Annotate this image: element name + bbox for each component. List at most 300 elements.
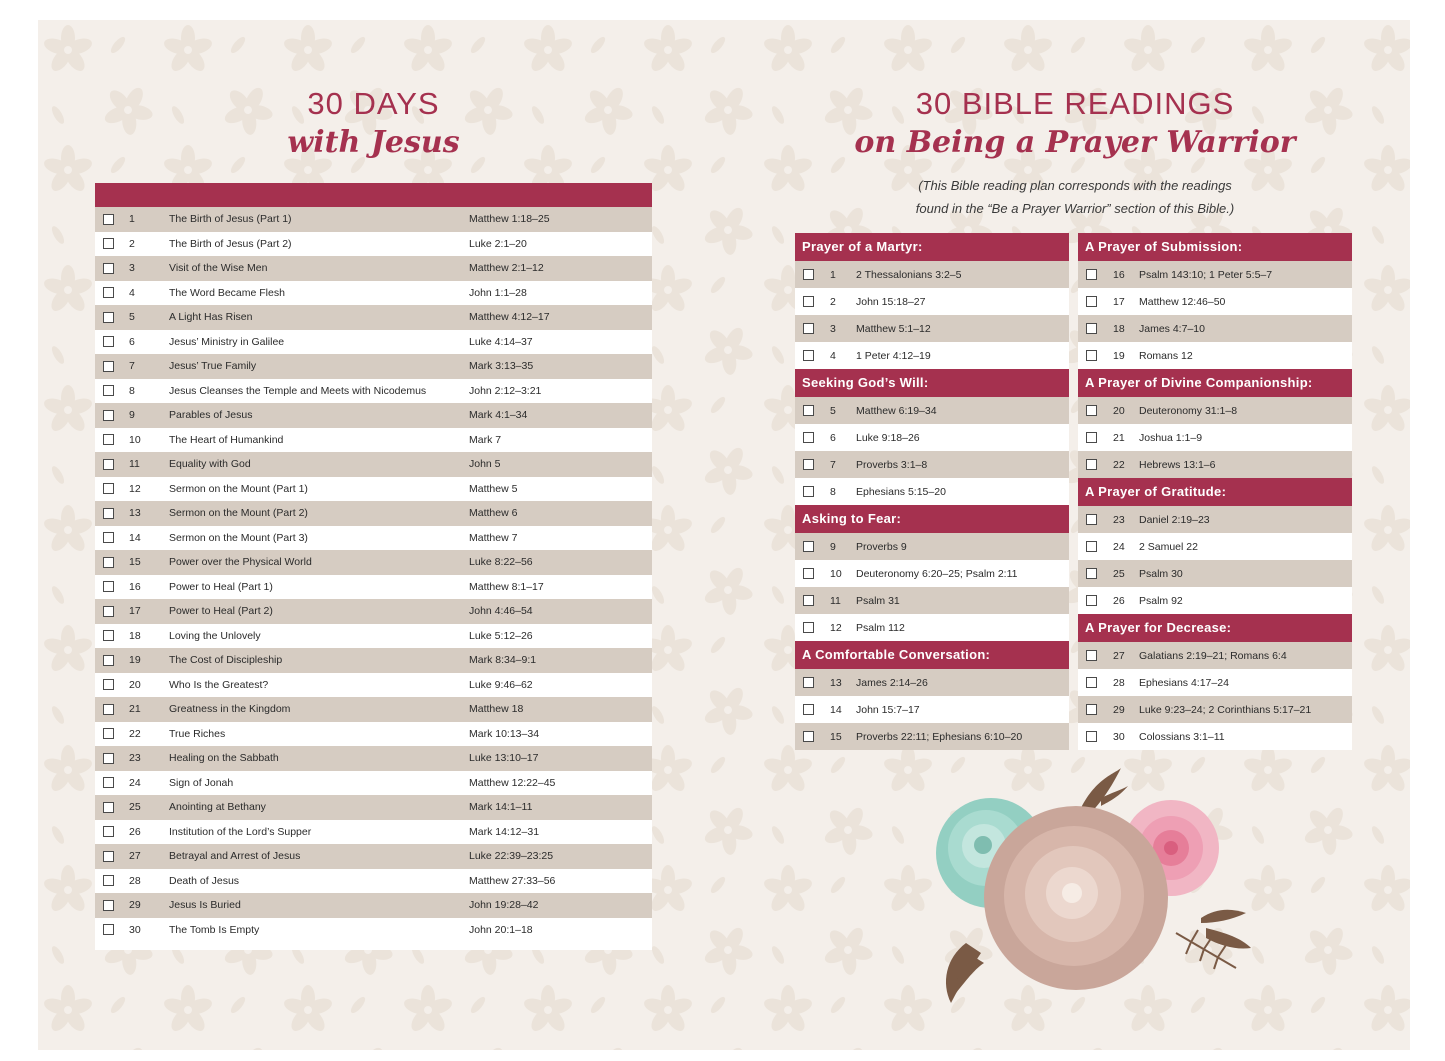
table-row	[95, 281, 652, 306]
table-row	[795, 478, 1069, 505]
table-row	[795, 397, 1069, 424]
checkbox[interactable]	[1086, 432, 1097, 443]
checkbox[interactable]	[803, 677, 814, 688]
reading-section	[1078, 369, 1352, 478]
checkbox[interactable]	[803, 459, 814, 470]
table-row	[95, 256, 652, 281]
scripture-reference: Luke 13:10–17	[469, 752, 539, 765]
checkbox[interactable]	[803, 405, 814, 416]
checkbox[interactable]	[1086, 459, 1097, 470]
scripture-reference: James 2:14–26	[856, 676, 928, 689]
scripture-reference: Luke 8:22–56	[469, 556, 533, 569]
table-row	[95, 232, 652, 257]
checkbox[interactable]	[803, 541, 814, 552]
reading-number: 10	[830, 567, 842, 580]
day-number: 18	[129, 629, 141, 642]
day-number: 1	[129, 213, 135, 226]
table-row	[1078, 533, 1352, 560]
reading-title: Healing on the Sabbath	[169, 752, 279, 765]
reading-number: 3	[830, 322, 836, 335]
checkbox[interactable]	[1086, 269, 1097, 280]
scripture-reference: Matthew 12:22–45	[469, 776, 556, 789]
reading-title: Power to Heal (Part 1)	[169, 580, 273, 593]
reading-title: The Word Became Flesh	[169, 286, 285, 299]
reading-number: 2	[830, 295, 836, 308]
scripture-reference: John 20:1–18	[469, 923, 533, 936]
reading-number: 1	[830, 268, 836, 281]
scripture-reference: Galatians 2:19–21; Romans 6:4	[1139, 649, 1287, 662]
note-line-1: (This Bible reading plan corresponds with the readings	[918, 178, 1232, 193]
scripture-reference: Mark 3:13–35	[469, 360, 534, 373]
checkbox[interactable]	[103, 557, 114, 568]
table-row	[95, 746, 652, 771]
scripture-reference: Joshua 1:1–9	[1139, 431, 1203, 444]
table-row	[795, 288, 1069, 315]
table-rows	[95, 207, 652, 942]
reading-number: 28	[1113, 676, 1125, 689]
table-row	[95, 501, 652, 526]
scripture-reference: John 15:18–27	[856, 295, 926, 308]
reading-number: 19	[1113, 349, 1125, 362]
reading-number: 12	[830, 621, 842, 634]
checkbox[interactable]	[1086, 731, 1097, 742]
table-row	[95, 673, 652, 698]
reading-number: 15	[830, 730, 842, 743]
reading-title: The Cost of Discipleship	[169, 654, 283, 667]
scripture-reference: Matthew 5:1–12	[856, 322, 931, 335]
checkbox[interactable]	[103, 410, 114, 421]
reading-number: 22	[1113, 458, 1125, 471]
reading-title: Death of Jesus	[169, 874, 240, 887]
table-row	[795, 342, 1069, 369]
checkbox[interactable]	[103, 826, 114, 837]
scripture-reference: Matthew 5	[469, 482, 518, 495]
checkbox[interactable]	[103, 679, 114, 690]
table-row	[95, 697, 652, 722]
table-row	[1078, 342, 1352, 369]
checkbox[interactable]	[103, 459, 114, 470]
reading-number: 21	[1113, 431, 1125, 444]
table-row	[795, 424, 1069, 451]
reading-section	[795, 505, 1069, 641]
scripture-reference: Ephesians 4:17–24	[1139, 676, 1229, 689]
day-number: 21	[129, 703, 141, 716]
checkbox[interactable]	[103, 606, 114, 617]
checkbox[interactable]	[803, 622, 814, 633]
scripture-reference: Mark 7	[469, 433, 502, 446]
scripture-reference: Mark 8:34–9:1	[469, 654, 537, 667]
table-row	[95, 477, 652, 502]
reading-title: A Light Has Risen	[169, 311, 253, 324]
reading-section	[1078, 614, 1352, 750]
scripture-reference: James 4:7–10	[1139, 322, 1205, 335]
reading-section	[1078, 233, 1352, 369]
checkbox[interactable]	[103, 336, 114, 347]
checkbox[interactable]	[803, 350, 814, 361]
checkbox[interactable]	[103, 875, 114, 886]
scripture-reference: John 1:1–28	[469, 286, 527, 299]
scripture-reference: Hebrews 13:1–6	[1139, 458, 1216, 471]
reading-number: 17	[1113, 295, 1125, 308]
section-heading: Asking to Fear:	[795, 505, 1069, 533]
note-line-2: found in the “Be a Prayer Warrior” section of this Bible.)	[915, 201, 1235, 216]
section-heading: A Prayer of Divine Companionship:	[1078, 369, 1352, 397]
day-number: 29	[129, 899, 141, 912]
reading-title: Sermon on the Mount (Part 2)	[169, 507, 308, 520]
reading-number: 25	[1113, 567, 1125, 580]
scripture-reference: Psalm 112	[856, 621, 905, 634]
table-row	[1078, 560, 1352, 587]
scripture-reference: Matthew 4:12–17	[469, 311, 550, 324]
day-number: 26	[129, 825, 141, 838]
scripture-reference: 1 Peter 4:12–19	[856, 349, 931, 362]
book-spread	[38, 20, 1410, 1050]
table-row	[95, 207, 652, 232]
checkbox[interactable]	[803, 595, 814, 606]
table-row	[95, 428, 652, 453]
table-row	[1078, 315, 1352, 342]
checkbox[interactable]	[803, 568, 814, 579]
reading-title: Sermon on the Mount (Part 3)	[169, 531, 308, 544]
table-row	[1078, 642, 1352, 669]
reading-number: 5	[830, 404, 836, 417]
reading-section	[795, 233, 1069, 369]
reading-number: 20	[1113, 404, 1125, 417]
scripture-reference: Psalm 92	[1139, 594, 1183, 607]
section-heading: A Prayer for Decrease:	[1078, 614, 1352, 642]
reading-number: 8	[830, 485, 836, 498]
scripture-reference: Matthew 7	[469, 531, 518, 544]
checkbox[interactable]	[103, 851, 114, 862]
scripture-reference: John 2:12–3:21	[469, 384, 542, 397]
flower-bouquet-illustration	[906, 768, 1266, 1008]
reading-title: Jesus’ True Family	[169, 360, 257, 373]
checkbox[interactable]	[1086, 704, 1097, 715]
checkbox[interactable]	[103, 655, 114, 666]
scripture-reference: Matthew 18	[469, 703, 524, 716]
day-number: 11	[129, 458, 140, 471]
checkbox[interactable]	[103, 434, 114, 445]
table-row	[95, 820, 652, 845]
scripture-reference: Mark 4:1–34	[469, 409, 528, 422]
table-row	[1078, 288, 1352, 315]
reading-title: Jesus Is Buried	[169, 899, 241, 912]
reading-number: 7	[830, 458, 836, 471]
table-row	[1078, 506, 1352, 533]
reading-number: 26	[1113, 594, 1125, 607]
reading-title: Loving the Unlovely	[169, 629, 261, 642]
table-row	[95, 379, 652, 404]
scripture-reference: Daniel 2:19–23	[1139, 513, 1210, 526]
table-row	[1078, 261, 1352, 288]
scripture-reference: Matthew 1:18–25	[469, 213, 550, 226]
scripture-reference: Proverbs 9	[856, 540, 907, 553]
reading-section	[795, 369, 1069, 505]
checkbox[interactable]	[103, 802, 114, 813]
scripture-reference: Colossians 3:1–11	[1139, 730, 1225, 743]
scripture-reference: Matthew 6	[469, 507, 518, 520]
scripture-reference: Luke 9:23–24; 2 Corinthians 5:17–21	[1139, 703, 1312, 716]
table-row	[795, 669, 1069, 696]
table-row	[95, 771, 652, 796]
checkbox[interactable]	[103, 483, 114, 494]
day-number: 19	[129, 654, 141, 667]
left-subtitle-script: with Jesus	[287, 125, 460, 160]
section-heading: A Prayer of Gratitude:	[1078, 478, 1352, 506]
scripture-reference: Matthew 27:33–56	[469, 874, 556, 887]
right-title: 30 BIBLE READINGS	[915, 86, 1235, 121]
right-subtitle-script: on Being a Prayer Warrior	[854, 125, 1296, 160]
table-row	[1078, 669, 1352, 696]
checkbox[interactable]	[103, 753, 114, 764]
checkbox[interactable]	[103, 214, 114, 225]
table-row	[95, 893, 652, 918]
readings-column-1	[795, 233, 1069, 750]
table-row	[95, 795, 652, 820]
table-row	[95, 305, 652, 330]
thirty-days-table	[95, 183, 652, 950]
checkbox[interactable]	[103, 312, 114, 323]
reading-plan-note	[795, 174, 1355, 220]
day-number: 10	[129, 433, 141, 446]
scripture-reference: Ephesians 5:15–20	[856, 485, 946, 498]
reading-number: 13	[830, 676, 842, 689]
reading-title: Sign of Jonah	[169, 776, 234, 789]
checkbox[interactable]	[1086, 296, 1097, 307]
reading-number: 24	[1113, 540, 1125, 553]
reading-title: Power over the Physical World	[169, 556, 312, 569]
day-number: 6	[129, 335, 135, 348]
table-row	[795, 723, 1069, 750]
checkbox[interactable]	[803, 432, 814, 443]
reading-title: Sermon on the Mount (Part 1)	[169, 482, 308, 495]
day-number: 5	[129, 311, 135, 324]
day-number: 16	[129, 580, 141, 593]
checkbox[interactable]	[1086, 595, 1097, 606]
reading-section	[1078, 478, 1352, 614]
reading-title: Who Is the Greatest?	[169, 678, 269, 691]
day-number: 2	[129, 237, 135, 250]
day-number: 9	[129, 409, 135, 422]
checkbox[interactable]	[103, 900, 114, 911]
table-row	[795, 614, 1069, 641]
table-row	[95, 624, 652, 649]
checkbox[interactable]	[103, 728, 114, 739]
checkbox[interactable]	[803, 269, 814, 280]
table-row	[1078, 587, 1352, 614]
reading-title: The Birth of Jesus (Part 1)	[169, 213, 292, 226]
scripture-reference: Mark 14:1–11	[469, 801, 533, 814]
scripture-reference: Proverbs 3:1–8	[856, 458, 928, 471]
table-row	[1078, 451, 1352, 478]
checkbox[interactable]	[1086, 541, 1097, 552]
table-row	[1078, 723, 1352, 750]
checkbox[interactable]	[1086, 568, 1097, 579]
table-row	[795, 587, 1069, 614]
scripture-reference: John 15:7–17	[856, 703, 920, 716]
day-number: 8	[129, 384, 135, 397]
reading-number: 6	[830, 431, 836, 444]
table-row	[795, 315, 1069, 342]
day-number: 30	[129, 923, 141, 936]
scripture-reference: Matthew 2:1–12	[469, 262, 544, 275]
scripture-reference: Luke 22:39–23:25	[469, 850, 554, 863]
reading-title: Institution of the Lord’s Supper	[169, 825, 312, 838]
scripture-reference: Mark 10:13–34	[469, 727, 540, 740]
section-heading: A Prayer of Submission:	[1078, 233, 1352, 261]
scripture-reference: Proverbs 22:11; Ephesians 6:10–20	[856, 730, 1023, 743]
day-number: 27	[129, 850, 141, 863]
day-number: 14	[129, 531, 141, 544]
day-number: 25	[129, 801, 141, 814]
scripture-reference: Luke 5:12–26	[469, 629, 533, 642]
checkbox[interactable]	[803, 486, 814, 497]
reading-title: Greatness in the Kingdom	[169, 703, 291, 716]
table-row	[95, 575, 652, 600]
table-row	[95, 354, 652, 379]
day-number: 24	[129, 776, 141, 789]
reading-title: Anointing at Bethany	[169, 801, 266, 814]
checkbox[interactable]	[103, 924, 114, 935]
checkbox[interactable]	[803, 296, 814, 307]
table-row	[1078, 424, 1352, 451]
table-row	[95, 722, 652, 747]
day-number: 22	[129, 727, 141, 740]
reading-number: 16	[1113, 268, 1125, 281]
checkbox[interactable]	[103, 361, 114, 372]
checkbox[interactable]	[1086, 323, 1097, 334]
readings-column-2	[1078, 233, 1352, 750]
scripture-reference: John 5	[469, 458, 501, 471]
table-row	[95, 403, 652, 428]
table-row	[795, 560, 1069, 587]
scripture-reference: Romans 12	[1139, 349, 1193, 362]
reading-number: 11	[830, 594, 841, 607]
table-row	[795, 533, 1069, 560]
day-number: 4	[129, 286, 135, 299]
scripture-reference: Matthew 6:19–34	[856, 404, 937, 417]
scripture-reference: Mark 14:12–31	[469, 825, 540, 838]
dusty-rose-icon	[984, 806, 1168, 990]
checkbox[interactable]	[803, 323, 814, 334]
checkbox[interactable]	[103, 287, 114, 298]
checkbox[interactable]	[1086, 650, 1097, 661]
table-row	[1078, 397, 1352, 424]
scripture-reference: Luke 9:18–26	[856, 431, 920, 444]
scripture-reference: 2 Samuel 22	[1139, 540, 1198, 553]
scripture-reference: Psalm 143:10; 1 Peter 5:5–7	[1139, 268, 1273, 281]
day-number: 12	[129, 482, 141, 495]
scripture-reference: John 19:28–42	[469, 899, 539, 912]
checkbox[interactable]	[1086, 405, 1097, 416]
table-row	[95, 918, 652, 943]
checkbox[interactable]	[1086, 350, 1097, 361]
day-number: 23	[129, 752, 141, 765]
scripture-reference: Matthew 8:1–17	[469, 580, 544, 593]
table-row	[95, 648, 652, 673]
reading-number: 14	[830, 703, 842, 716]
checkbox[interactable]	[103, 581, 114, 592]
scripture-reference: 2 Thessalonians 3:2–5	[856, 268, 962, 281]
reading-title: The Tomb Is Empty	[169, 923, 260, 936]
reading-title: Jesus’ Ministry in Galilee	[169, 335, 285, 348]
reading-title: Power to Heal (Part 2)	[169, 605, 273, 618]
day-number: 28	[129, 874, 141, 887]
reading-number: 23	[1113, 513, 1125, 526]
checkbox[interactable]	[803, 731, 814, 742]
reading-title: Betrayal and Arrest of Jesus	[169, 850, 301, 863]
scripture-reference: Matthew 12:46–50	[1139, 295, 1226, 308]
table-row	[795, 451, 1069, 478]
scripture-reference: John 4:46–54	[469, 605, 533, 618]
reading-number: 30	[1113, 730, 1125, 743]
table-row	[95, 526, 652, 551]
scripture-reference: Luke 2:1–20	[469, 237, 527, 250]
checkbox[interactable]	[103, 508, 114, 519]
checkbox[interactable]	[103, 777, 114, 788]
checkbox[interactable]	[103, 704, 114, 715]
checkbox[interactable]	[1086, 514, 1097, 525]
table-row	[95, 330, 652, 355]
day-number: 15	[129, 556, 141, 569]
scripture-reference: Luke 4:14–37	[469, 335, 533, 348]
scripture-reference: Luke 9:46–62	[469, 678, 533, 691]
table-row	[95, 599, 652, 624]
reading-title: Visit of the Wise Men	[169, 262, 268, 275]
checkbox[interactable]	[103, 630, 114, 641]
scripture-reference: Psalm 30	[1139, 567, 1183, 580]
table-row	[95, 550, 652, 575]
reading-title: Equality with God	[169, 458, 251, 471]
checkbox[interactable]	[803, 704, 814, 715]
day-number: 7	[129, 360, 135, 373]
reading-number: 9	[830, 540, 836, 553]
scripture-reference: Deuteronomy 31:1–8	[1139, 404, 1238, 417]
day-number: 3	[129, 262, 135, 275]
reading-title: Parables of Jesus	[169, 409, 253, 422]
left-title: 30 DAYS	[307, 86, 440, 121]
reading-number: 4	[830, 349, 836, 362]
checkbox[interactable]	[1086, 677, 1097, 688]
reading-title: Jesus Cleanses the Temple and Meets with Nicodemus	[169, 384, 427, 397]
section-heading: A Comfortable Conversation:	[795, 641, 1069, 669]
reading-number: 18	[1113, 322, 1125, 335]
table-row	[95, 869, 652, 894]
scripture-reference: Deuteronomy 6:20–25; Psalm 2:11	[856, 567, 1018, 580]
table-row	[95, 844, 652, 869]
checkbox[interactable]	[103, 385, 114, 396]
section-heading: Seeking God’s Will:	[795, 369, 1069, 397]
table-row	[1078, 696, 1352, 723]
day-number: 13	[129, 507, 141, 520]
checkbox[interactable]	[103, 532, 114, 543]
checkbox[interactable]	[103, 238, 114, 249]
scripture-reference: Psalm 31	[856, 594, 900, 607]
day-number: 20	[129, 678, 141, 691]
reading-number: 27	[1113, 649, 1125, 662]
reading-title: The Birth of Jesus (Part 2)	[169, 237, 292, 250]
table-header-bar	[95, 183, 652, 207]
reading-title: The Heart of Humankind	[169, 433, 284, 446]
table-row	[795, 696, 1069, 723]
reading-section	[795, 641, 1069, 750]
table-row	[795, 261, 1069, 288]
reading-number: 29	[1113, 703, 1125, 716]
table-row	[95, 452, 652, 477]
day-number: 17	[129, 605, 141, 618]
checkbox[interactable]	[103, 263, 114, 274]
section-heading: Prayer of a Martyr:	[795, 233, 1069, 261]
